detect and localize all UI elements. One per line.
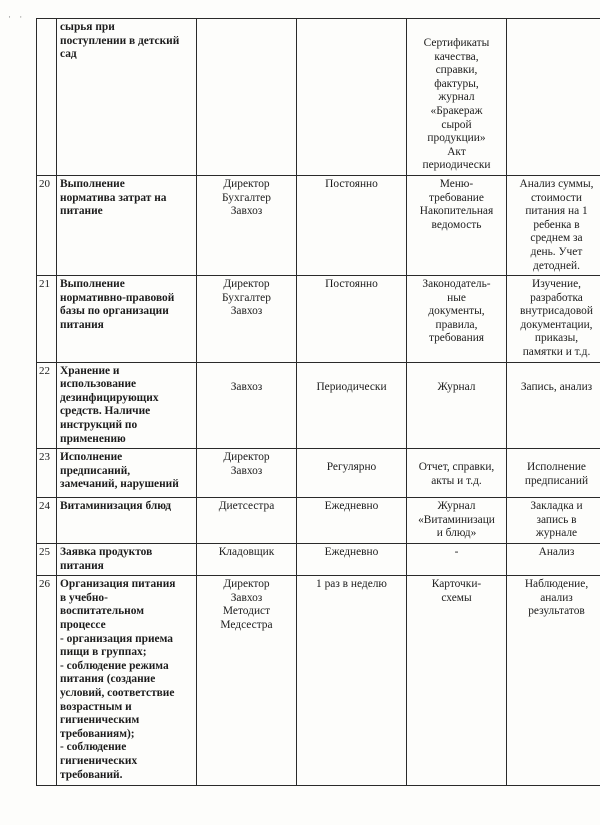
- task-cell: Организация питания в учебно- воспитательном процессе - организация приема пищи в группах; - соблюдение режима питания (создание условий, соответствие возрастным и гигиеническим требованиям); - соблюдение гигиенических требований.: [57, 576, 197, 786]
- task-cell: сырья при поступлении в детский сад: [57, 19, 197, 176]
- table-row-20: [37, 175, 600, 275]
- table-row-24: [37, 498, 600, 544]
- result-cell: Исполнение предписаний: [507, 449, 600, 498]
- table-row-22: [37, 362, 600, 449]
- table-row-23: [37, 449, 600, 498]
- document-cell: -: [407, 544, 507, 576]
- task-cell: Исполнение предписаний, замечаний, нарушений: [57, 449, 197, 498]
- responsible-cell: Завхоз: [197, 362, 297, 449]
- row-number: 22: [37, 362, 57, 449]
- row-number: 23: [37, 449, 57, 498]
- document-cell: Журнал «Витаминизаци и блюд»: [407, 498, 507, 544]
- period-cell: 1 раз в неделю: [297, 576, 407, 786]
- row-number: [37, 19, 57, 176]
- result-cell: Изучение, разработка внутрисадовой документации, приказы, памятки и т.д.: [507, 276, 600, 363]
- row-number: 20: [37, 175, 57, 275]
- result-cell: Запись, анализ: [507, 362, 600, 449]
- result-cell: Наблюдение, анализ результатов: [507, 576, 600, 786]
- document-cell: Законодатель- ные документы, правила, требования: [407, 276, 507, 363]
- scan-marks: · ·: [8, 12, 26, 22]
- responsible-cell: Директор Завхоз: [197, 449, 297, 498]
- document-cell: Сертификаты качества, справки, фактуры, журнал «Бракераж сырой продукции» Акт периодически: [407, 19, 507, 176]
- responsible-cell: Диетсестра: [197, 498, 297, 544]
- task-cell: Заявка продуктов питания: [57, 544, 197, 576]
- period-cell: Ежедневно: [297, 544, 407, 576]
- responsible-cell: Кладовщик: [197, 544, 297, 576]
- result-cell: Анализ: [507, 544, 600, 576]
- period-cell: Постоянно: [297, 276, 407, 363]
- responsible-cell: Директор Бухгалтер Завхоз: [197, 276, 297, 363]
- table-row-21: [37, 276, 600, 363]
- result-cell: [507, 19, 600, 176]
- table-row-25: [37, 544, 600, 576]
- table-row-continuation: [37, 19, 600, 176]
- document-cell: Отчет, справки, акты и т.д.: [407, 449, 507, 498]
- responsible-cell: Директор Завхоз Методист Медсестра: [197, 576, 297, 786]
- period-cell: Постоянно: [297, 175, 407, 275]
- period-cell: [297, 19, 407, 176]
- result-cell: Закладка и запись в журнале: [507, 498, 600, 544]
- table-row-26: [37, 576, 600, 786]
- period-cell: Периодически: [297, 362, 407, 449]
- responsible-cell: [197, 19, 297, 176]
- row-number: 21: [37, 276, 57, 363]
- task-cell: Хранение и использование дезинфицирующих средств. Наличие инструкций по применению: [57, 362, 197, 449]
- document-cell: Карточки- схемы: [407, 576, 507, 786]
- task-cell: Выполнение норматива затрат на питание: [57, 175, 197, 275]
- row-number: 26: [37, 576, 57, 786]
- document-cell: Меню- требование Накопительная ведомость: [407, 175, 507, 275]
- result-cell: Анализ суммы, стоимости питания на 1 ребенка в среднем за день. Учет детодней.: [507, 175, 600, 275]
- row-number: 25: [37, 544, 57, 576]
- control-plan-table: [36, 18, 600, 786]
- period-cell: Ежедневно: [297, 498, 407, 544]
- document-cell: Журнал: [407, 362, 507, 449]
- row-number: 24: [37, 498, 57, 544]
- task-cell: Витаминизация блюд: [57, 498, 197, 544]
- period-cell: Регулярно: [297, 449, 407, 498]
- responsible-cell: Директор Бухгалтер Завхоз: [197, 175, 297, 275]
- task-cell: Выполнение нормативно-правовой базы по организации питания: [57, 276, 197, 363]
